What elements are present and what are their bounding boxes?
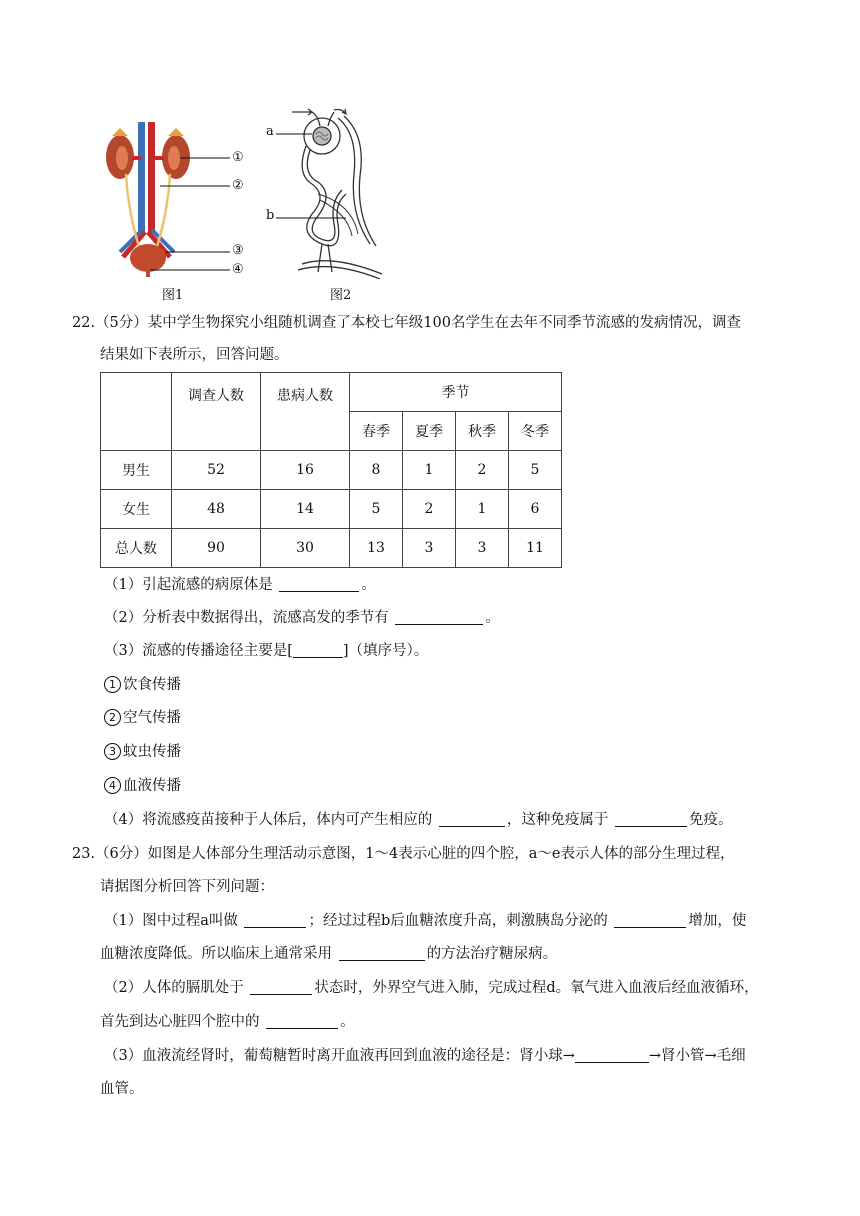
- header-survey-count: 调查人数: [172, 373, 261, 451]
- table-cell: 13: [350, 529, 403, 568]
- q23-subquestion-1: [104, 910, 746, 932]
- row-label: 女生: [101, 490, 172, 529]
- header-spring: 春季: [350, 412, 403, 451]
- answer-blank[interactable]: [614, 911, 686, 928]
- table-cell: 2: [456, 451, 509, 490]
- q23-subquestion-2-cont: [100, 1011, 355, 1033]
- q22-header: 22.（5分）某中学生物探究小组随机调查了本校七年级100名学生在去年不同季节流感的发病情况，调查: [72, 315, 741, 331]
- answer-blank[interactable]: [266, 1012, 338, 1029]
- option-text: 血液传播: [123, 778, 181, 794]
- option-number-3: 3: [104, 743, 121, 760]
- q23-s3a: （3）血液流经肾时，葡萄糖暂时离开血液再回到血液的途径是：肾小球→: [104, 1048, 575, 1064]
- option-number-1: 1: [104, 676, 121, 693]
- option-number-2: 2: [104, 709, 121, 726]
- header-autumn: 秋季: [456, 412, 509, 451]
- q22-s1-text: （1）引起流感的病原体是: [104, 577, 273, 593]
- q23-s2a: （2）人体的膈肌处于: [104, 980, 244, 996]
- survey-table: [100, 372, 562, 568]
- q22-subquestion-1: [104, 574, 376, 596]
- q23-subquestion-2: [104, 977, 759, 999]
- answer-blank[interactable]: [293, 641, 343, 658]
- table-cell: 2: [403, 490, 456, 529]
- option-4: [104, 775, 181, 797]
- q22-subquestion-3: [104, 640, 428, 662]
- q23-header-cont: 请据图分析回答下列问题：: [100, 879, 274, 895]
- answer-blank[interactable]: [615, 810, 687, 827]
- figure-1: [98, 122, 258, 302]
- table-corner-cell: [101, 373, 172, 451]
- table-cell: 14: [261, 490, 350, 529]
- q23-s1d: 血糖浓度降低。所以临床上通常采用: [100, 946, 332, 962]
- figure-1-label-1: ①: [232, 150, 244, 165]
- table-row: [101, 529, 562, 568]
- q23-subquestion-3: [104, 1045, 746, 1067]
- q22-s3-end: ]（填序号）。: [342, 643, 429, 659]
- option-1: [104, 674, 181, 696]
- header-winter: 冬季: [509, 412, 562, 451]
- option-2: [104, 707, 181, 729]
- table-cell: 1: [456, 490, 509, 529]
- q22-s3-text: （3）流感的传播途径主要是[: [104, 643, 293, 659]
- table-cell: 30: [261, 529, 350, 568]
- figure-1-label-3: ③: [232, 243, 244, 258]
- figure-2: [262, 104, 402, 302]
- answer-blank[interactable]: [244, 911, 306, 928]
- header-sick-count: 患病人数: [261, 373, 350, 451]
- table-cell: 3: [403, 529, 456, 568]
- q23-s1b: ；经过过程b后血糖浓度升高，刺激胰岛分泌的: [308, 913, 608, 929]
- table-cell: 5: [350, 490, 403, 529]
- answer-blank[interactable]: [575, 1046, 649, 1063]
- table-cell: 3: [456, 529, 509, 568]
- q22-s4-text: （4）将流感疫苗接种于人体后，体内可产生相应的: [104, 812, 433, 828]
- q22-subquestion-4: [104, 809, 732, 831]
- q22-s2-end: 。: [485, 610, 500, 626]
- q23-s3b: →肾小管→毛细: [648, 1048, 746, 1064]
- header-summer: 夏季: [403, 412, 456, 451]
- q22-header-cont: 结果如下表所示，回答问题。: [100, 347, 289, 363]
- q23-subquestion-3-cont: 血管。: [100, 1081, 144, 1097]
- table-row: [101, 451, 562, 490]
- q23-s2b: 状态时，外界空气进入肺，完成过程d。氧气进入血液后经血液循环，: [314, 980, 759, 996]
- answer-blank[interactable]: [339, 944, 425, 961]
- q23-s1c: 增加，使: [688, 913, 747, 929]
- q22-s4-end: 免疫。: [688, 812, 733, 828]
- option-text: 饮食传播: [123, 677, 181, 693]
- q23-s2d: 。: [340, 1014, 355, 1030]
- table-cell: 11: [509, 529, 562, 568]
- q23-header: 23.（6分）如图是人体部分生理活动示意图，1～4表示心脏的四个腔，a～e表示人体的部分生理过程，: [72, 846, 735, 862]
- table-cell: 16: [261, 451, 350, 490]
- table-cell: 1: [403, 451, 456, 490]
- table-cell: 8: [350, 451, 403, 490]
- table-cell: 6: [509, 490, 562, 529]
- figure-1-label-2: ②: [232, 178, 244, 193]
- table-cell: 5: [509, 451, 562, 490]
- q22-s4-mid: ，这种免疫属于: [506, 812, 609, 828]
- nephron-illustration: [262, 104, 402, 279]
- figure-1-caption: 图1: [162, 288, 184, 303]
- answer-blank[interactable]: [395, 608, 483, 625]
- figure-2-label-b: b: [266, 208, 275, 223]
- option-3: [104, 741, 181, 763]
- q23-s1a: （1）图中过程a叫做: [104, 913, 238, 929]
- row-label: 总人数: [101, 529, 172, 568]
- option-text: 空气传播: [123, 710, 181, 726]
- q22-subquestion-2: [104, 607, 500, 629]
- q22-s2-text: （2）分析表中数据得出，流感高发的季节有: [104, 610, 389, 626]
- q23-s1e: 的方法治疗糖尿病。: [426, 946, 558, 962]
- figure-1-label-4: ④: [232, 262, 244, 277]
- q22-s1-end: 。: [361, 577, 376, 593]
- table-cell: 48: [172, 490, 261, 529]
- option-text: 蚊虫传播: [123, 744, 181, 760]
- header-season: 季节: [350, 373, 562, 412]
- answer-blank[interactable]: [279, 575, 359, 592]
- q23-s2c: 首先到达心脏四个腔中的: [100, 1014, 260, 1030]
- q23-subquestion-1-cont: [100, 943, 557, 965]
- answer-blank[interactable]: [250, 978, 312, 995]
- figure-2-caption: 图2: [330, 288, 352, 303]
- table-row: [101, 490, 562, 529]
- option-number-4: 4: [104, 777, 121, 794]
- answer-blank[interactable]: [439, 810, 505, 827]
- figure-2-label-a: a: [266, 124, 274, 139]
- row-label: 男生: [101, 451, 172, 490]
- table-cell: 52: [172, 451, 261, 490]
- table-cell: 90: [172, 529, 261, 568]
